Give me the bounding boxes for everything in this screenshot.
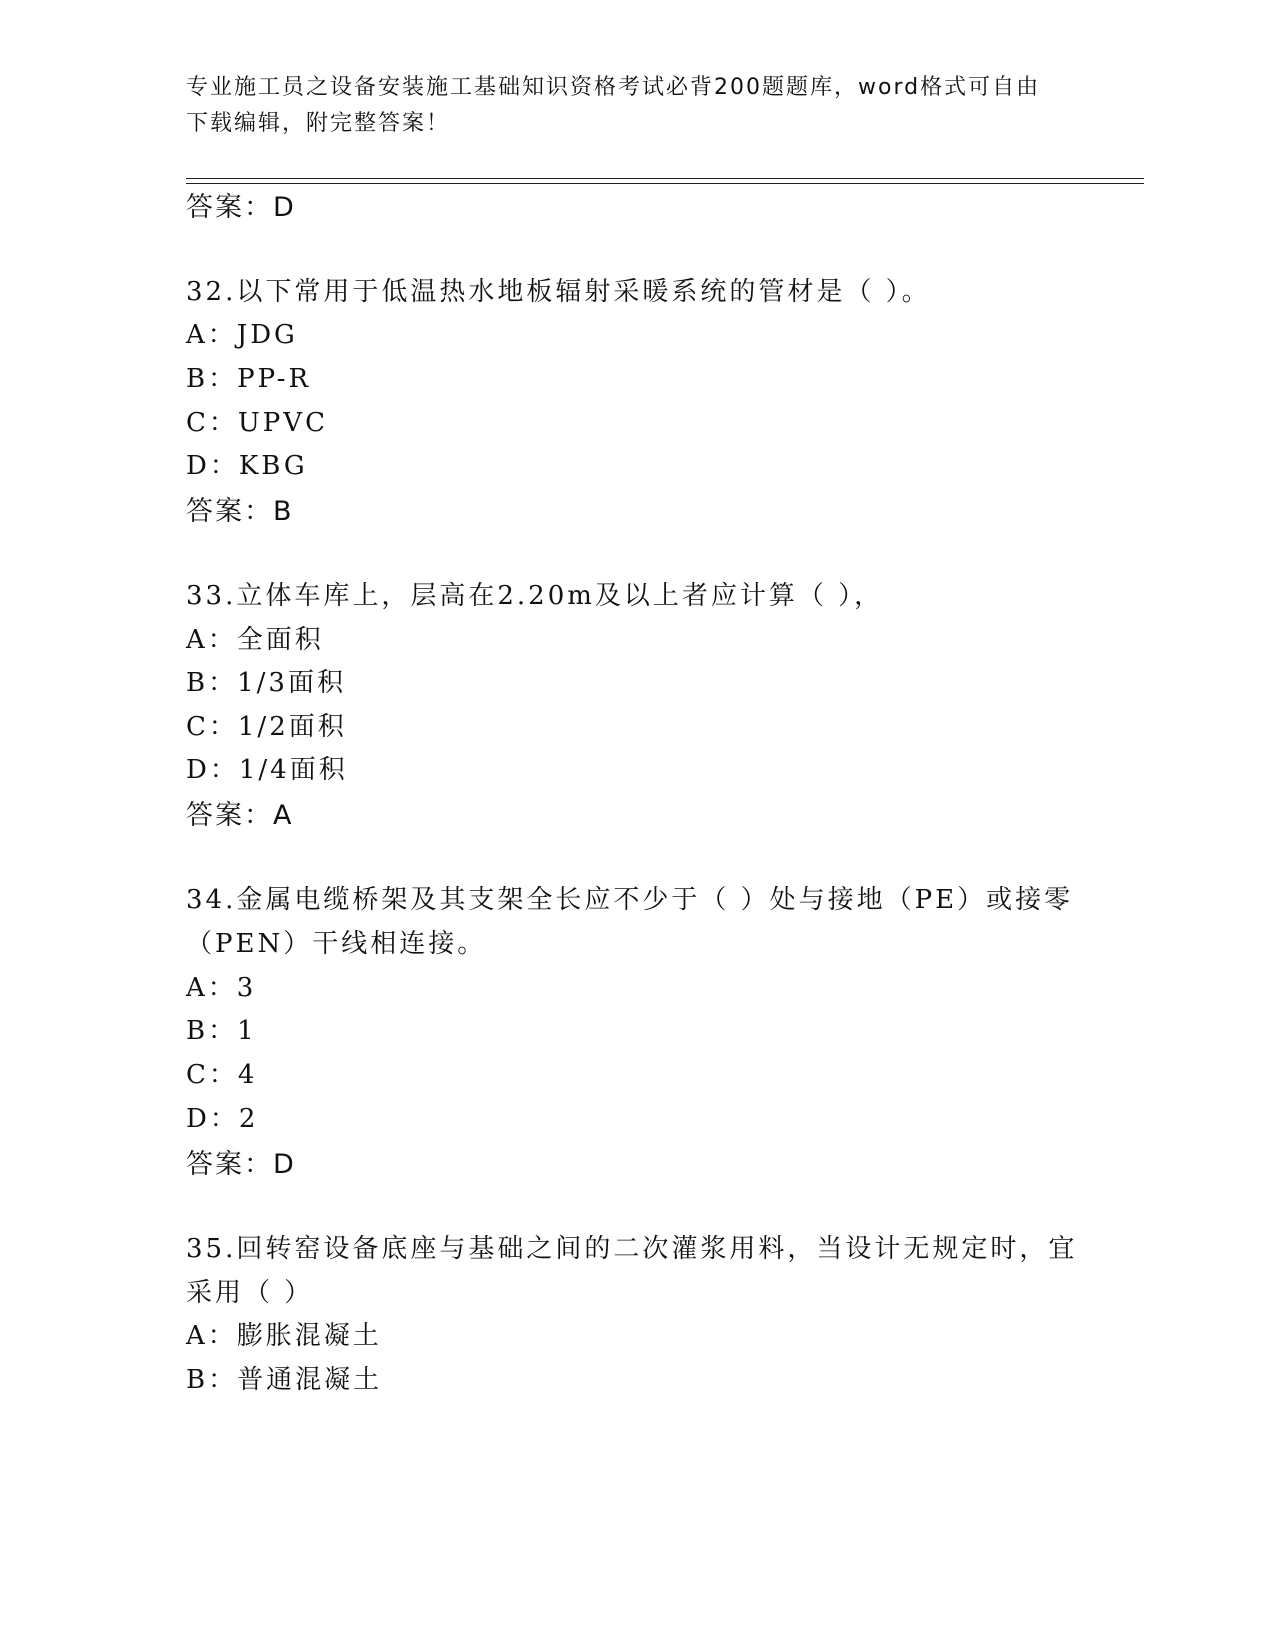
question-35-stem-cont: 采用（ ） xyxy=(186,1278,314,1308)
question-32-stem: 32.以下常用于低温热水地板辐射采暖系统的管材是（ ）。 xyxy=(186,277,931,307)
question-34-option-b: B：1 xyxy=(186,1016,257,1046)
question-33-stem: 33.立体车库上，层高在2.20m及以上者应计算（ ）， xyxy=(186,581,884,611)
question-33-option-d: D：1/4面积 xyxy=(186,755,348,785)
header-divider-bottom xyxy=(186,183,1144,184)
question-34-stem: 34.金属电缆桥架及其支架全长应不少于（ ）处与接地（PE）或接零 xyxy=(186,885,1074,915)
question-34-option-a: A：3 xyxy=(186,973,257,1003)
previous-answer: 答案：D xyxy=(186,192,296,223)
question-32-option-c: C：UPVC xyxy=(186,408,328,438)
question-34-option-c: C：4 xyxy=(186,1060,258,1090)
document-header xyxy=(186,70,1086,142)
question-32-option-a: A：JDG xyxy=(186,320,298,350)
question-32-option-d: D：KBG xyxy=(186,451,308,481)
question-34-answer: 答案：D xyxy=(186,1149,296,1180)
header-line-2: 下载编辑，附完整答案！ xyxy=(186,111,451,136)
header-line-1: 专业施工员之设备安装施工基础知识资格考试必背200题题库，word格式可自由 xyxy=(186,75,1041,100)
question-33-option-c: C：1/2面积 xyxy=(186,712,347,742)
question-35-option-a: A：膨胀混凝土 xyxy=(186,1321,382,1351)
question-33-answer: 答案：A xyxy=(186,800,294,831)
question-32-answer: 答案：B xyxy=(186,496,294,527)
question-32-option-b: B：PP-R xyxy=(186,364,312,394)
header-divider-top xyxy=(186,178,1144,179)
question-33-option-b: B：1/3面积 xyxy=(186,668,346,698)
question-33-option-a: A：全面积 xyxy=(186,625,324,655)
question-34-option-d: D：2 xyxy=(186,1104,259,1134)
question-34-stem-cont: （PEN）干线相连接。 xyxy=(186,929,487,959)
question-35-option-b: B：普通混凝土 xyxy=(186,1365,383,1395)
question-35-stem: 35.回转窑设备底座与基础之间的二次灌浆用料，当设计无规定时，宜 xyxy=(186,1234,1078,1264)
